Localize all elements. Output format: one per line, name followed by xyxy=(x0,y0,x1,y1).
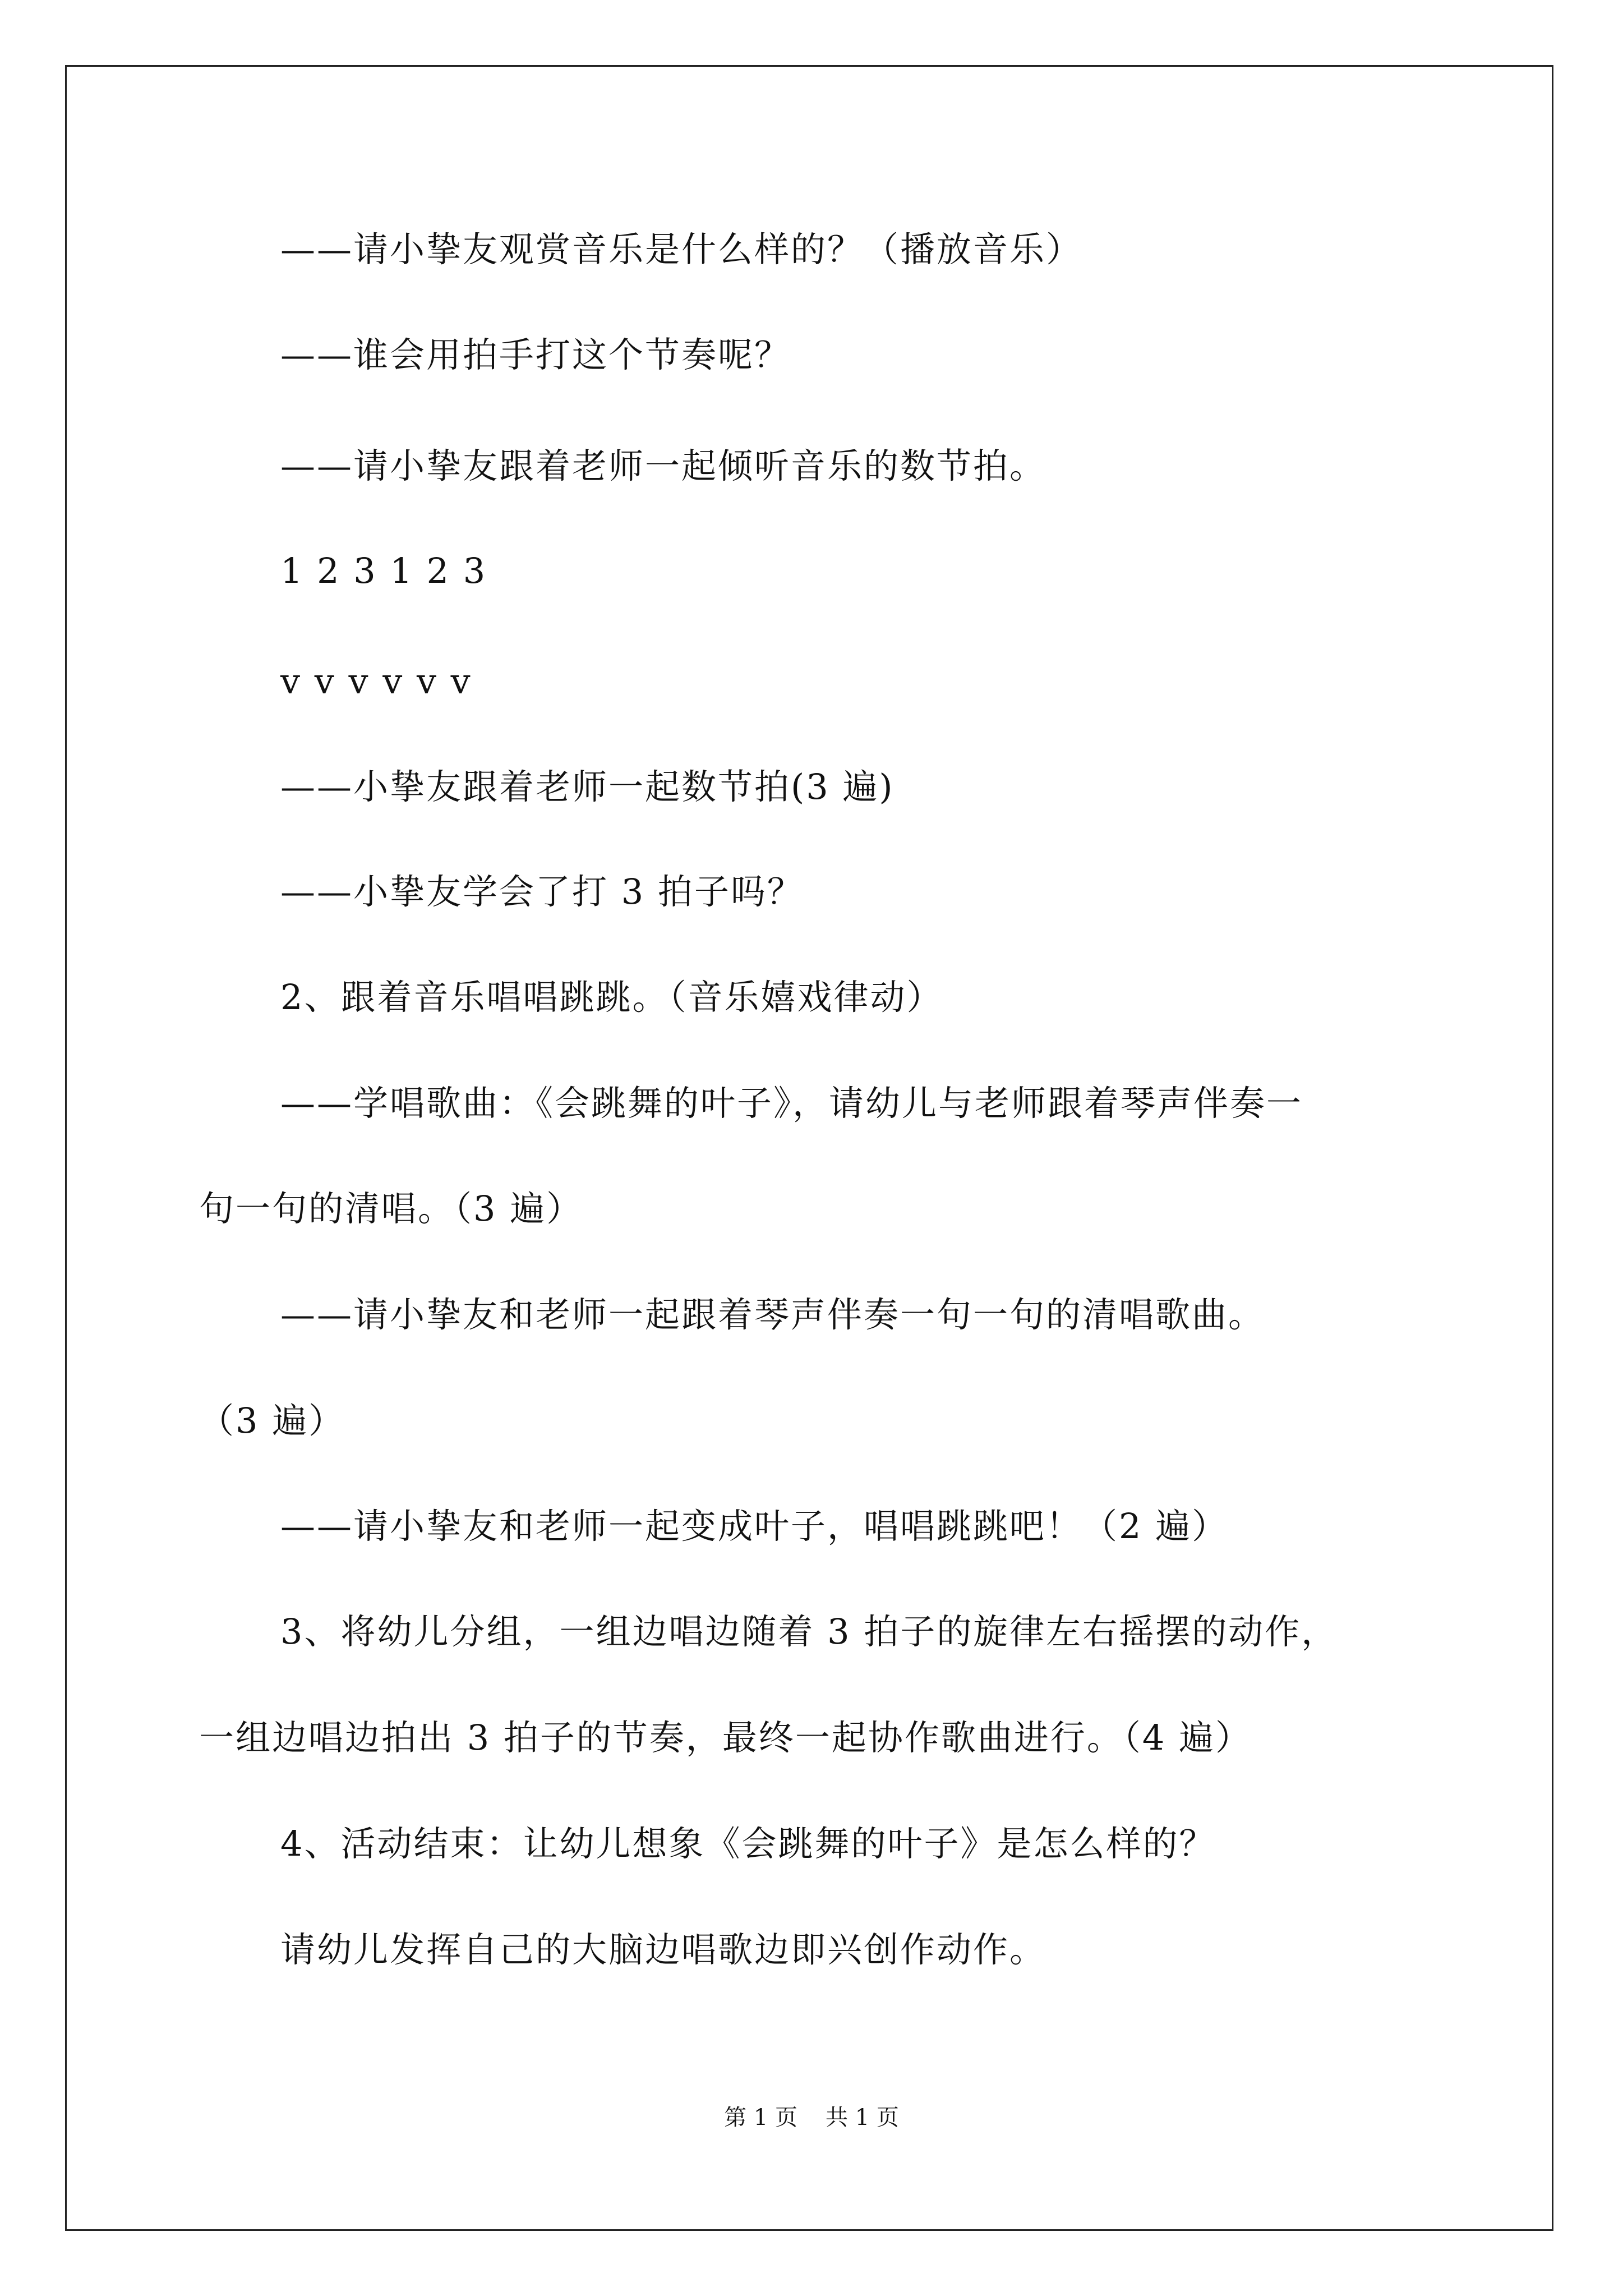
page-total: 共 1 页 xyxy=(826,2105,899,2131)
paragraph-line: v v v v v v xyxy=(280,661,472,702)
paragraph-line: ——小挚友学会了打 3 拍子吗？ xyxy=(280,871,804,912)
paragraph-line: ——小挚友跟着老师一起数节拍(3 遍) xyxy=(280,766,895,807)
page-number: 第 1 页 xyxy=(724,2105,797,2131)
paragraph-line: ——请小挚友和老师一起变成叶子，唱唱跳跳吧！（2 遍） xyxy=(280,1506,1229,1547)
paragraph-line: ——请小挚友跟着老师一起倾听音乐的数节拍。 xyxy=(280,445,1046,486)
paragraph-line: ——请小挚友和老师一起跟着琴声伴奏一句一句的清唱歌曲。 xyxy=(280,1294,1265,1335)
paragraph-line: 1 2 3 1 2 3 xyxy=(280,550,487,591)
page-border xyxy=(65,65,1553,2231)
paragraph-line: 一组边唱边拍出 3 拍子的节奏，最终一起协作歌曲进行。（4 遍） xyxy=(199,1717,1252,1758)
paragraph-line: 句一句的清唱。（3 遍） xyxy=(199,1188,583,1229)
paragraph-line: （3 遍） xyxy=(199,1400,345,1441)
paragraph-line: ——学唱歌曲：《会跳舞的叶子》，请幼儿与老师跟着琴声伴奏一 xyxy=(280,1083,1303,1124)
paragraph-line: 4、活动结束：让幼儿想象《会跳舞的叶子》是怎么样的？ xyxy=(280,1823,1216,1864)
paragraph-line: ——请小挚友观赏音乐是什么样的？（播放音乐） xyxy=(280,229,1083,270)
paragraph-line: 3、将幼儿分组，一组边唱边随着 3 拍子的旋律左右摇摆的动作， xyxy=(280,1611,1338,1652)
paragraph-line: 请幼儿发挥自己的大脑边唱歌边即兴创作动作。 xyxy=(280,1929,1046,1970)
paragraph-line: ——谁会用拍手打这个节奏呢？ xyxy=(280,334,791,375)
paragraph-line: 2、跟着音乐唱唱跳跳。（音乐嬉戏律动） xyxy=(280,977,943,1018)
page-footer xyxy=(0,2104,1623,2132)
